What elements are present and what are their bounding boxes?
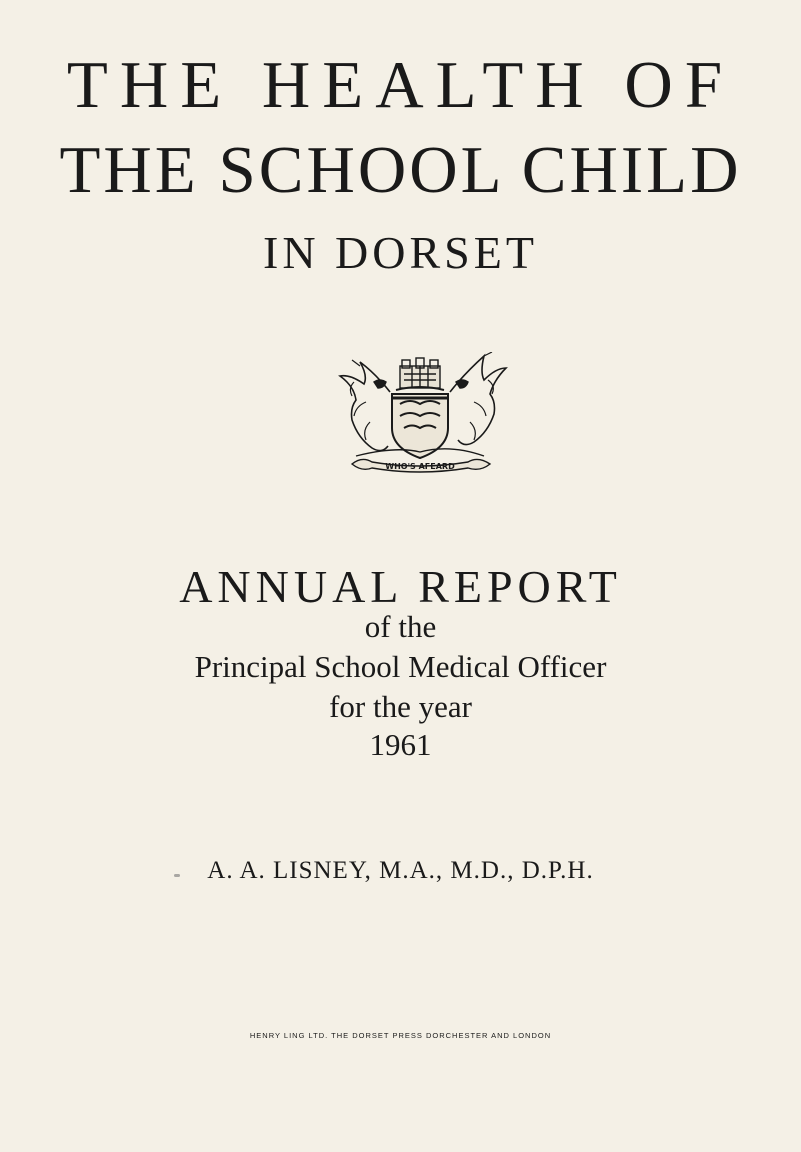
crest-motto: WHO'S AFEARD [385,462,455,471]
title-line-1: THE HEALTH OF [66,48,735,122]
title-line-3: IN DORSET [263,227,538,278]
report-for-line: for the year [329,689,472,724]
report-year: 1961 [369,727,432,762]
title-line-2: THE SCHOOL CHILD [59,133,742,207]
report-of-line: of the [364,609,437,644]
printer-imprint: HENRY LING LTD. THE DORSET PRESS DORCHESTER AND LONDON [249,1031,552,1040]
dorset-coat-of-arms-icon [330,352,510,474]
report-officer-line: Principal School Medical Officer [194,649,607,684]
report-heading: ANNUAL REPORT [179,561,622,612]
author-line: A. A. LISNEY, M.A., M.D., D.P.H. [207,857,594,884]
